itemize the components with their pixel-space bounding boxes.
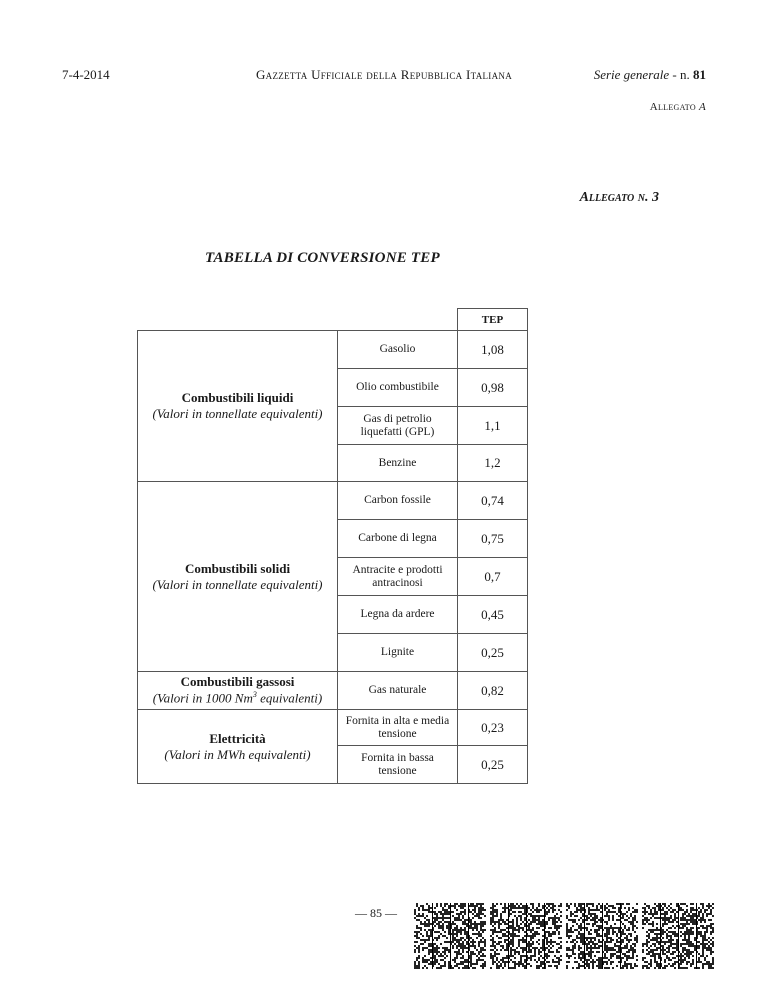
allegato-a-label — [650, 101, 706, 113]
tep-value: 0,82 — [458, 672, 528, 710]
tep-value: 1,1 — [458, 407, 528, 445]
allegato-a-letter: A — [698, 101, 706, 113]
allegato-number: Allegato n. 3 — [579, 190, 659, 205]
gazette-title: Gazzetta Ufficiale della Repubblica Italiana — [255, 67, 512, 82]
tep-value: 0,98 — [458, 369, 528, 407]
table-row — [138, 710, 528, 746]
tep-value: 1,08 — [458, 331, 528, 369]
tep-value: 0,23 — [458, 710, 528, 746]
tep-value: 0,45 — [458, 596, 528, 634]
series-label: Serie generale — [593, 67, 670, 82]
allegato-a-prefix: Allegato — [649, 101, 699, 113]
fuel-name: Carbone di legna — [338, 520, 458, 558]
tep-value: 0,25 — [458, 634, 528, 672]
table-row — [138, 482, 528, 520]
tep-value: 0,25 — [458, 746, 528, 784]
category-subtitle: (Valori in MWh equivalenti) — [164, 746, 311, 762]
barcode-image — [490, 903, 562, 969]
fuel-name: Fornita in alta e media tensione — [338, 710, 458, 746]
category-subtitle: (Valori in tonnellate equivalenti) — [152, 406, 323, 421]
category-subtitle: (Valori in tonnellate equivalenti) — [152, 576, 323, 592]
category-electricity — [138, 710, 338, 784]
header-date: 7-4-2014 — [62, 67, 110, 82]
category-title: Combustibili gassosi — [180, 674, 295, 690]
barcode-image — [642, 903, 714, 969]
fuel-name: Carbon fossile — [338, 482, 458, 520]
tep-conversion-table — [137, 308, 528, 784]
barcode-image — [414, 903, 486, 969]
category-liquid-fuels — [138, 331, 338, 482]
barcode-image — [566, 903, 638, 969]
tep-value: 0,75 — [458, 520, 528, 558]
fuel-name: Olio combustibile — [338, 369, 458, 407]
fuel-name: Legna da ardere — [338, 596, 458, 634]
tep-value: 1,2 — [458, 445, 528, 482]
table-header-row — [138, 309, 528, 331]
fuel-name: Antracite e prodotti antracinosi — [338, 558, 458, 596]
table-row — [138, 331, 528, 369]
fuel-name: Gas naturale — [338, 672, 458, 710]
page-number: — 85 — — [355, 906, 397, 920]
series-sep: - n. — [669, 67, 693, 82]
fuel-name: Gasolio — [338, 331, 458, 369]
fuel-name: Gas di petrolio liquefatti (GPL) — [338, 407, 458, 445]
category-gaseous-fuels — [138, 672, 338, 710]
fuel-name: Lignite — [338, 634, 458, 672]
series-info — [594, 67, 706, 83]
column-header-tep: TEP — [458, 309, 528, 331]
series-number: 81 — [693, 67, 706, 82]
tep-value: 0,7 — [458, 558, 528, 596]
category-title: Combustibili liquidi — [181, 390, 294, 405]
document-title: TABELLA DI CONVERSIONE TEP — [205, 250, 440, 266]
category-subtitle: (Valori in 1000 Nm$^3$ equivalenti) — [152, 690, 323, 706]
category-title: Combustibili solidi — [184, 560, 291, 576]
fuel-name: Benzine — [338, 445, 458, 482]
category-solid-fuels — [138, 482, 338, 672]
tep-value: 0,74 — [458, 482, 528, 520]
category-title: Elettricità — [209, 730, 266, 746]
fuel-name: Fornita in bassa tensione — [338, 746, 458, 784]
table-row — [138, 672, 528, 710]
